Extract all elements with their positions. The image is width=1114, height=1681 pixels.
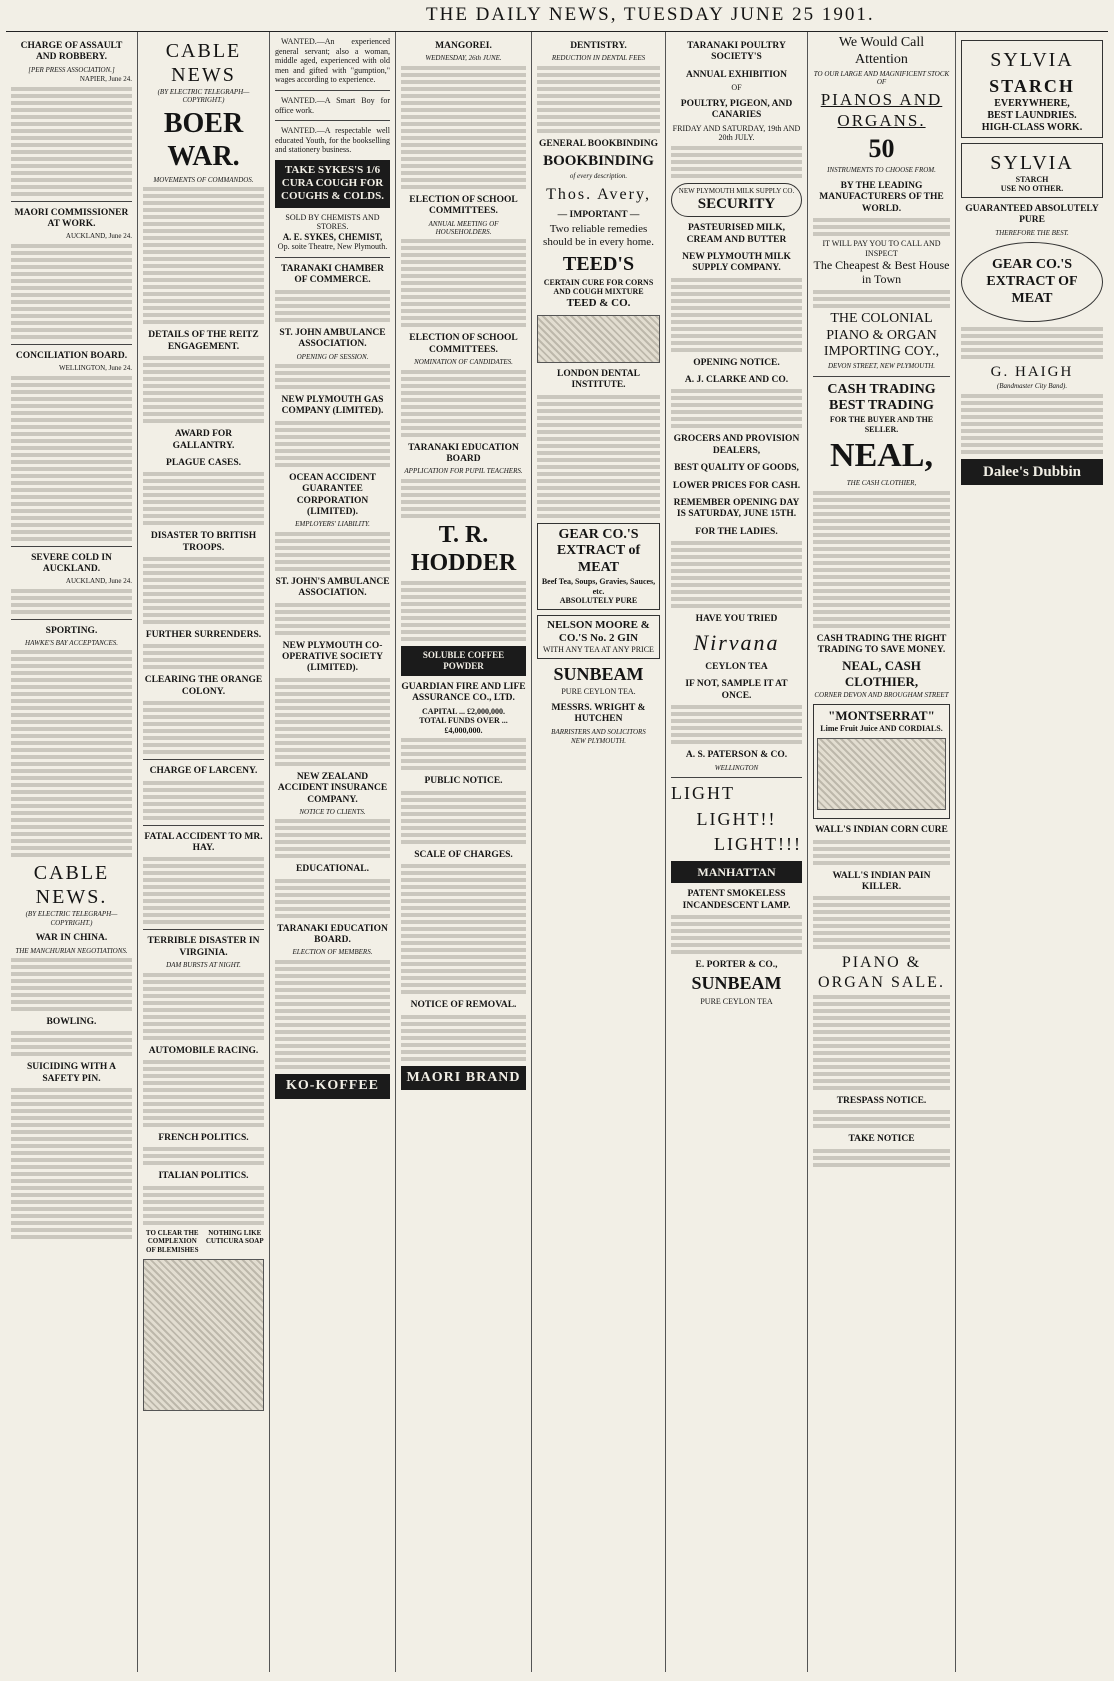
article-body	[143, 1060, 264, 1127]
headline-scale-of-charges: SCALE OF CHARGES.	[414, 849, 513, 860]
article-body	[275, 532, 390, 571]
dateline: AUCKLAND, June 24.	[65, 232, 132, 241]
article-body	[961, 327, 1103, 359]
article-body	[11, 650, 132, 857]
pay-to-call: IT WILL PAY YOU TO CALL AND INSPECT	[822, 238, 941, 258]
headline-war-in-china: WAR IN CHINA.	[35, 933, 108, 944]
headline-nz-accident: NEW ZEALAND ACCIDENT INSURANCE COMPANY.	[277, 771, 388, 805]
gear-co-pure: ABSOLUTELY PURE	[559, 596, 638, 606]
headline-gas-company: NEW PLYMOUTH GAS COMPANY (LIMITED).	[281, 395, 384, 417]
subheadline: NOTICE TO CLIENTS.	[299, 807, 366, 816]
headline-french-politics: FRENCH POLITICS.	[158, 1133, 249, 1143]
article-body	[275, 960, 390, 1069]
clarke-co: A. J. CLARKE AND CO.	[684, 375, 789, 386]
column-6	[666, 32, 808, 1672]
paterson-co: A. S. PATERSON & CO.	[685, 750, 788, 761]
sylvia-starch-2: STARCH	[1015, 174, 1049, 184]
gear-co-sub: Beef Tea, Soups, Gravies, Sauces, etc.	[541, 577, 656, 596]
sylvia-title-2: SYLVIA	[990, 151, 1074, 174]
bookbinding-sub: of every description.	[569, 172, 628, 181]
headline-removal: NOTICE OF REMOVAL.	[410, 1000, 517, 1011]
cuticura-left-text: TO CLEAR THE COMPLEXION OF BLEMISHES	[145, 1228, 199, 1254]
headline-italian-politics: ITALIAN POLITICS.	[158, 1171, 249, 1182]
subheadline: MOVEMENTS OF COMMANDOS.	[153, 175, 254, 184]
article-body	[275, 819, 390, 858]
manhattan-lamp: MANHATTAN	[671, 861, 802, 883]
wright-hutchen-sub: BARRISTERS AND SOLICITORS	[551, 727, 646, 736]
gear-co-seal-title: GEAR CO.'S EXTRACT OF MEAT	[986, 256, 1078, 306]
sunbeam-title: SUNBEAM	[553, 663, 644, 684]
article-body	[401, 738, 526, 770]
sunbeam-title-2: SUNBEAM	[691, 973, 782, 994]
guardian-funds: TOTAL FUNDS OVER ... £4,000,000.	[419, 716, 508, 735]
pianos-organs: PIANOS AND ORGANS.	[820, 90, 943, 130]
sylvia-high-class: HIGH-CLASS WORK.	[981, 121, 1083, 133]
headline-reitz: DETAILS OF THE REITZ ENGAGEMENT.	[148, 330, 259, 352]
headline-bookbinding: GENERAL BOOKBINDING	[538, 138, 659, 149]
ko-koffee-ad: KO-KOFFEE	[275, 1074, 390, 1099]
sylvia-laundries: BEST LAUNDRIES.	[987, 109, 1077, 121]
source-line: [PER PRESS ASSOCIATION.]	[28, 65, 115, 74]
article-body	[11, 1088, 132, 1239]
piano-organ-sale: PIANO & ORGAN SALE.	[818, 954, 945, 991]
article-body	[671, 278, 802, 352]
headline-bowling: BOWLING.	[46, 1017, 97, 1028]
headline-mangorei: MANGOREI.	[435, 41, 492, 51]
article-body	[11, 958, 132, 1011]
poultry-exhibition: ANNUAL EXHIBITION	[685, 69, 788, 80]
sylvia-everywhere: EVERYWHERE,	[994, 97, 1070, 109]
column-2	[138, 32, 270, 1672]
headline-london-dental: LONDON DENTAL INSTITUTE.	[557, 368, 640, 391]
masthead-title: THE DAILY NEWS, TUESDAY JUNE 25 1901.	[426, 4, 875, 25]
article-body	[401, 66, 526, 189]
article-body	[143, 644, 264, 669]
article-body	[671, 146, 802, 178]
article-body	[11, 1031, 132, 1056]
headline-plague: PLAGUE CASES.	[166, 457, 241, 468]
guardian-capital: CAPITAL ... £2,000,000.	[422, 706, 505, 716]
headline-ocean-accident: OCEAN ACCIDENT GUARANTEE CORPORATION (LIMITED).	[289, 472, 376, 517]
article-body	[537, 66, 660, 133]
column-8	[956, 32, 1108, 1672]
article-body	[143, 701, 264, 754]
article-body	[813, 896, 950, 949]
subheadline: ELECTION OF MEMBERS.	[292, 948, 373, 957]
article-body	[11, 589, 132, 614]
headline-education-board: TARANAKI EDUCATION BOARD.	[277, 923, 388, 946]
light-2: LIGHT!!	[696, 808, 777, 829]
article-body	[275, 290, 390, 322]
subheadline: ANNUAL MEETING OF HOUSEHOLDERS.	[428, 219, 499, 236]
colonial-loc: DEVON STREET, NEW PLYMOUTH.	[827, 362, 936, 371]
headline-st-johns: ST. JOHN'S AMBULANCE ASSOCIATION.	[275, 576, 390, 599]
paterson-loc: WELLINGTON	[714, 763, 759, 772]
have-you-tried: HAVE YOU TRIED	[695, 614, 778, 625]
article-body	[275, 603, 390, 635]
article-body	[275, 879, 390, 918]
subheadline: DAM BURSTS AT NIGHT.	[166, 961, 241, 970]
dalees-dubbin-ad: Dalee's Dubbin	[961, 459, 1103, 485]
light-1: LIGHT	[671, 782, 735, 803]
headline-assault: CHARGE OF ASSAULT AND ROBBERY.	[20, 41, 123, 63]
manhattan-sub: PATENT SMOKELESS INCANDESCENT LAMP.	[682, 889, 791, 911]
neal-sub: THE CASH CLOTHIER,	[846, 479, 917, 488]
headline-sporting: SPORTING.	[45, 625, 98, 636]
subheadline: WEDNESDAY, 26th JUNE.	[425, 54, 502, 63]
article-body	[143, 187, 264, 324]
classified-ad: WANTED.—A Smart Boy for office work.	[275, 95, 390, 115]
trespass-notice: TRESPASS NOTICE.	[836, 1095, 927, 1106]
pain-killer: WALL'S INDIAN PAIN KILLER.	[832, 870, 931, 892]
cura-cough-location: Op. soite Theatre, New Plymouth.	[277, 242, 388, 252]
milk-company: NEW PLYMOUTH MILK SUPPLY COMPANY.	[682, 251, 791, 274]
dateline: NAPIER, June 24.	[79, 75, 132, 84]
headline-pupil-teachers: TARANAKI EDUCATION BOARD	[408, 442, 519, 464]
porter-co: E. PORTER & CO.,	[695, 959, 778, 970]
nelson-gin-ad	[537, 615, 660, 659]
teeds-sub: CERTAIN CURE FOR CORNS AND COUGH MIXTURE	[543, 277, 654, 297]
call-attention-sub: TO OUR LARGE AND MAGNIFICENT STOCK OF	[813, 69, 950, 86]
maori-brand-ad: MAORI BRAND	[401, 1066, 526, 1091]
wright-hutchen: MESSRS. WRIGHT & HUTCHEN	[551, 703, 646, 725]
divider	[143, 929, 264, 930]
headline-st-john: ST. JOHN AMBULANCE ASSOCIATION.	[279, 327, 386, 350]
divider	[11, 546, 132, 547]
cura-cough-sold: SOLD BY CHEMISTS AND STORES.	[285, 212, 380, 232]
wright-hutchen-loc: NEW PLYMOUTH.	[570, 737, 627, 746]
headline-chamber: TARANAKI CHAMBER OF COMMERCE.	[280, 264, 384, 286]
nelson-gin-price: WITH ANY TEA AT ANY PRICE	[543, 645, 654, 655]
poultry-of: OF	[731, 83, 742, 93]
cuticura-illustration	[143, 1259, 264, 1411]
headline-surrenders: FURTHER SURRENDERS.	[145, 630, 262, 641]
bookbinding-title: BOOKBINDING	[543, 153, 654, 170]
grocers: GROCERS AND PROVISION DEALERS,	[673, 434, 800, 456]
light-3: LIGHT!!!	[714, 834, 802, 855]
cable-news-sub: (BY ELECTRIC TELEGRAPH—COPYRIGHT.)	[157, 88, 250, 105]
divider	[275, 120, 390, 121]
article-body	[143, 781, 264, 820]
poultry-dates: FRIDAY AND SATURDAY, 19th AND 20th JULY.	[672, 123, 801, 143]
article-body	[961, 394, 1103, 454]
soluble-coffee-ad: SOLUBLE COFFEE POWDER	[401, 646, 526, 676]
cura-cough-ad: TAKE SYKES'S 1/6 CURA COUGH FOR COUGHS & COLDS.	[275, 160, 390, 208]
hodder-ad: T. R. HODDER	[410, 521, 517, 577]
article-body	[401, 791, 526, 844]
masthead	[6, 4, 1108, 32]
column-1	[6, 32, 138, 1672]
security-seal	[671, 183, 802, 217]
headline-larceny: CHARGE OF LARCENY.	[149, 766, 258, 777]
security-seal-badge: SECURITY	[697, 196, 776, 213]
subheadline: REDUCTION IN DENTAL FEES	[551, 54, 646, 63]
article-body	[671, 541, 802, 608]
subheadline: NOMINATION OF CANDIDATES.	[414, 358, 513, 367]
article-body	[401, 370, 526, 437]
headline-automobile: AUTOMOBILE RACING.	[148, 1045, 259, 1056]
sunbeam-sub-2: PURE CEYLON TEA	[700, 996, 773, 1006]
nirvana-sub: CEYLON TEA	[705, 661, 768, 672]
cheapest-house: The Cheapest & Best House in Town	[813, 258, 950, 287]
gear-co-seal	[961, 242, 1103, 322]
divider	[143, 825, 264, 826]
headline-dentistry: DENTISTRY.	[570, 41, 627, 51]
article-body	[671, 389, 802, 428]
divider	[671, 777, 802, 778]
article-body	[143, 557, 264, 624]
sylvia-starch-ad	[961, 40, 1103, 138]
headline-boer-war: BOER WAR.	[163, 107, 244, 173]
montserrat-illustration	[817, 738, 946, 810]
sylvia-title: SYLVIA	[990, 49, 1074, 71]
article-body	[11, 376, 132, 541]
article-body	[813, 218, 950, 236]
headline-gallantry: AWARD FOR GALLANTRY.	[172, 429, 235, 451]
divider	[11, 344, 132, 345]
classified-ad: WANTED.—An experienced general servant; also a woman, middle aged, experienced with old men and gifted with "gumption," wages according to experience.	[275, 37, 390, 85]
article-body	[813, 1149, 950, 1167]
article-body	[813, 840, 950, 865]
teed-co: TEED & CO.	[566, 296, 631, 309]
divider	[275, 90, 390, 91]
guaranteed-pure: GUARANTEED ABSOLUTELY PURE	[965, 203, 1099, 226]
article-body	[143, 857, 264, 924]
subheadline: HAWKE'S BAY ACCEPTANCES.	[25, 639, 118, 648]
gear-co-ad	[537, 523, 660, 610]
article-body	[275, 678, 390, 766]
call-attention: We Would Call Attention	[838, 35, 925, 67]
divider	[11, 201, 132, 202]
neal-clothier: NEAL, CASH CLOTHIER,	[842, 658, 921, 689]
dateline: WELLINGTON, June 24.	[59, 364, 132, 373]
sylvia-use-no-other: USE NO OTHER.	[1000, 184, 1064, 194]
headline-educational: EDUCATIONAL.	[296, 864, 369, 875]
take-notice: TAKE NOTICE	[848, 1134, 915, 1145]
cable-news-title: CABLE NEWS.	[33, 862, 110, 909]
article-body	[813, 290, 950, 308]
article-body	[143, 973, 264, 1040]
opening-notice: OPENING NOTICE.	[693, 357, 780, 368]
poultry-kinds: POULTRY, PIGEON, AND CANARIES	[680, 98, 793, 121]
montserrat-ad	[813, 704, 950, 819]
neal-loc: CORNER DEVON AND BROUGHAM STREET	[814, 690, 949, 699]
for-the-ladies: FOR THE LADIES.	[695, 526, 778, 537]
column-4	[396, 32, 532, 1672]
nirvana-sample: IF NOT, SAMPLE IT AT ONCE.	[685, 679, 788, 701]
cuticura-ad	[143, 1229, 264, 1254]
soluble-coffee-illustration	[537, 315, 660, 363]
sylvia-starch: STARCH	[989, 76, 1075, 96]
neal-name: NEAL,	[830, 437, 933, 475]
sunbeam-sub: PURE CEYLON TEA.	[561, 687, 636, 697]
corn-cure: WALL'S INDIAN CORN CURE	[815, 825, 948, 836]
haigh-name: G. HAIGH	[990, 364, 1074, 381]
divider	[813, 376, 950, 377]
dateline: AUCKLAND, June 24.	[65, 577, 132, 586]
poultry-title: TARANAKI POULTRY SOCIETY'S	[687, 41, 786, 63]
headline-guardian: GUARDIAN FIRE AND LIFE ASSURANCE CO., LTD.	[401, 681, 526, 704]
article-body	[813, 995, 950, 1090]
headline-fatal-accident: FATAL ACCIDENT TO MR. HAY.	[144, 831, 263, 854]
classified-ad: WANTED.—A respectable well educated Youth, for the bookselling and stationery business.	[275, 126, 390, 155]
subheadline: EMPLOYERS' LIABILITY.	[295, 520, 370, 529]
teeds-title: TEED'S	[562, 252, 635, 275]
article-body	[275, 421, 390, 467]
article-body	[401, 581, 526, 641]
pianos-sub: INSTRUMENTS TO CHOOSE FROM.	[827, 166, 936, 175]
headline-severe-cold: SEVERE COLD IN AUCKLAND.	[31, 552, 112, 574]
important-text: Two reliable remedies should be in every home.	[543, 223, 654, 249]
pasteurised-milk: PASTEURISED MILK, CREAM AND BUTTER	[686, 223, 787, 245]
gear-co-title: GEAR CO.'S EXTRACT of MEAT	[556, 526, 641, 576]
cable-news-sub: (BY ELECTRIC TELEGRAPH—COPYRIGHT.)	[25, 910, 118, 927]
nelson-gin-title: NELSON MOORE & CO.'S No. 2 GIN	[547, 618, 650, 645]
guaranteed-best: THEREFORE THE BEST.	[995, 228, 1069, 237]
remember-opening: REMEMBER OPENING DAY IS SATURDAY, JUNE 15TH.	[673, 498, 800, 520]
subheadline: APPLICATION FOR PUPIL TEACHERS.	[404, 467, 523, 476]
divider	[143, 759, 264, 760]
article-body	[143, 1186, 264, 1225]
article-body	[813, 491, 950, 628]
article-body	[671, 705, 802, 744]
subheadline: OPENING OF SESSION.	[296, 352, 369, 361]
column-5	[532, 32, 666, 1672]
article-body	[401, 479, 526, 518]
headline-public-notice: PUBLIC NOTICE.	[424, 776, 503, 787]
article-body	[401, 1015, 526, 1061]
headline-virginia: TERRIBLE DISASTER IN VIRGINIA.	[147, 936, 260, 958]
sylvia-starch-ad-2	[961, 143, 1103, 198]
cuticura-right-text: NOTHING LIKE CUTICURA SOAP	[205, 1228, 264, 1246]
montserrat-title: "MONTSERRAT"	[828, 707, 935, 723]
headline-conciliation-board: CONCILIATION BOARD.	[15, 350, 128, 361]
headline-co-op: NEW PLYMOUTH CO-OPERATIVE SOCIETY (LIMITED).	[282, 640, 383, 674]
headline-maori-commissioner: MAORI COMMISSIONER AT WORK.	[14, 207, 129, 229]
important-label: — IMPORTANT —	[557, 209, 640, 220]
article-body	[11, 87, 132, 196]
cash-trading-right: CASH TRADING THE RIGHT TRADING TO SAVE MONEY.	[816, 633, 947, 656]
pianos-count: 50	[868, 134, 895, 164]
article-body	[143, 1147, 264, 1165]
colonial-piano: THE COLONIAL PIANO & ORGAN IMPORTING COY.,	[823, 310, 940, 360]
article-body	[671, 915, 802, 954]
cash-trading: CASH TRADING BEST TRADING	[827, 381, 936, 414]
divider	[11, 619, 132, 620]
divider	[275, 257, 390, 258]
article-body	[11, 244, 132, 339]
security-seal-label: NEW PLYMOUTH MILK SUPPLY CO.	[678, 186, 795, 195]
montserrat-sub: Lime Fruit Juice AND CORDIALS.	[820, 723, 943, 733]
article-body	[401, 864, 526, 994]
avery-name: Thos. Avery,	[546, 185, 651, 203]
cable-news-title: CABLE NEWS	[165, 40, 242, 86]
article-body	[143, 356, 264, 423]
subheadline: THE MANCHURIAN NEGOTIATIONS.	[15, 946, 128, 955]
nirvana-brand: Nirvana	[693, 629, 780, 655]
haigh-sub: (Bandmaster City Band).	[996, 382, 1068, 391]
article-body	[275, 364, 390, 389]
column-7	[808, 32, 956, 1672]
cash-trading-side: FOR THE BUYER AND THE SELLER.	[829, 415, 934, 434]
cura-cough-chemist: A. E. SYKES, CHEMIST,	[282, 231, 383, 242]
best-quality: BEST QUALITY OF GOODS,	[674, 463, 799, 474]
column-3	[270, 32, 396, 1672]
headline-school-committees-2: ELECTION OF SCHOOL COMMITTEES.	[409, 333, 518, 355]
leading-manufacturers: BY THE LEADING MANUFACTURERS OF THE WORLD.	[819, 180, 944, 214]
article-body	[537, 395, 660, 518]
article-body	[401, 239, 526, 327]
headline-school-committees: ELECTION OF SCHOOL COMMITTEES.	[409, 194, 518, 217]
columns	[6, 32, 1108, 1672]
article-body	[813, 1110, 950, 1128]
headline-disaster-troops: DISASTER TO BRITISH TROOPS.	[150, 531, 257, 553]
article-body	[143, 472, 264, 525]
lower-prices: LOWER PRICES FOR CASH.	[672, 480, 801, 491]
headline-safety-pin: SUICIDING WITH A SAFETY PIN.	[26, 1062, 117, 1084]
headline-orange-colony: CLEARING THE ORANGE COLONY.	[144, 675, 263, 697]
